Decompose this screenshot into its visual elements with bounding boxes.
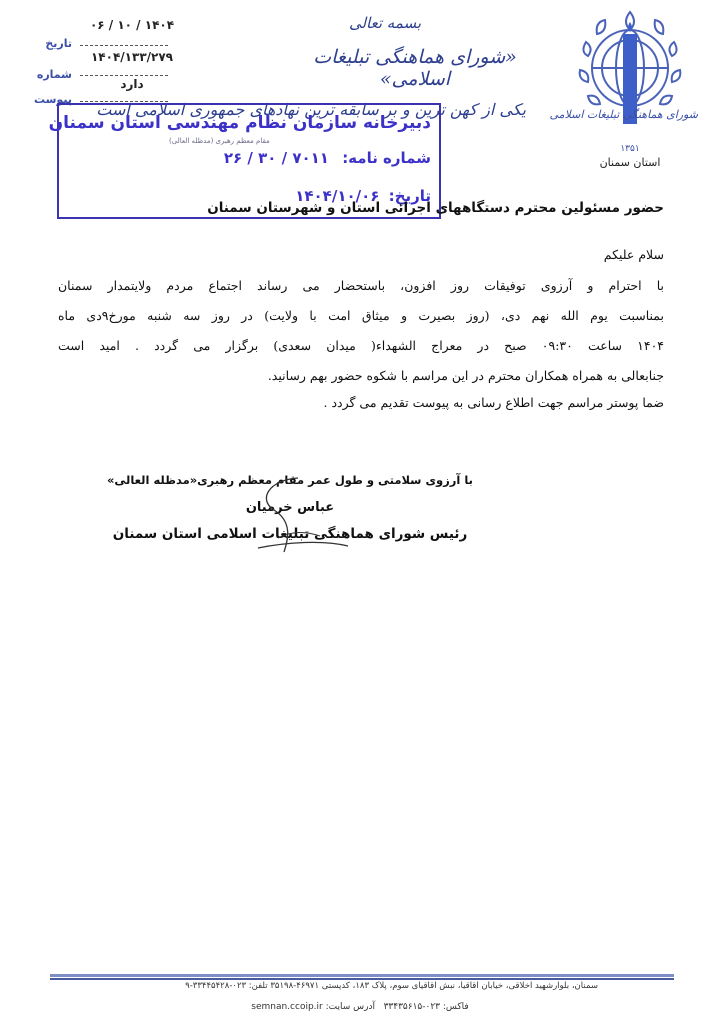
council-name-heading: «شورای هماهنگی تبلیغات اسلامی» (313, 46, 517, 90)
letter-greeting: سلام علیکم (603, 247, 664, 262)
footer-rule (50, 974, 674, 977)
meta-attachment-label: پیوست (34, 93, 72, 106)
council-logo (549, 8, 700, 169)
signatory-name: عباس خرمیان (245, 500, 335, 515)
footer-contact (200, 1002, 520, 1012)
meta-number-label: شماره (36, 68, 72, 81)
footer-website-link[interactable]: semnan.ccoip.ir (251, 1002, 323, 1012)
stamp-title: دبیرخانه سازمان نظام مهندسی استان سمنان (48, 113, 431, 133)
signatory-title: رئیس شورای هماهنگی تبلیغات اسلامی استان سمنان (112, 526, 468, 542)
logo-caption: استان سمنان (599, 156, 661, 169)
handwritten-signature (238, 470, 358, 560)
letter-addressee: حضور مسئولین محترم دستگاههای اجرائی استان و شهرستان سمنان (207, 200, 664, 216)
bismillah-heading: بسمه تعالی (348, 14, 422, 32)
logo-emblem-text: شورای هماهنگی تبلیغات اسلامی (549, 108, 698, 121)
letter-paragraph (58, 276, 664, 419)
stamp-letter-number-label: شماره نامه: (342, 149, 431, 167)
footer-address: سمنان، بلوارشهید اخلاقی، خیابان اقاقیا، نبش اقاقیای سوم، پلاک ۱۸۳، کدپستی ۴۶۹۷۱-۳۵۱۹۸ تلفن: ۰۲۳-۳۳۴۴۵۴۲۸-۹ (185, 981, 598, 991)
footer-fax-label: فاکس: (442, 1002, 469, 1012)
paragraph-line: با احترام و آرزوی توفیقات روز افزون، باستحضار می رساند اجتماع مردم ولایتمدار سمنان (58, 278, 664, 293)
footer-fax-value: ۰۲۳-۳۳۴۳۵۶۱۵ (383, 1002, 440, 1012)
meta-attachment-value: دارد (120, 77, 144, 91)
stamp-date-value: ۱۴۰۴/۱۰/۰۶ (295, 187, 380, 205)
meta-date-label: تاریخ (45, 37, 72, 50)
meta-number-value: ۱۴۰۴/۱۳۳/۲۷۹ (90, 50, 173, 64)
letter-meta (36, 12, 196, 104)
paragraph-line: بمناسبت یوم الله نهم دی، (روز بصیرت و میثاق امت با ولایت) در روز سه شنبه مورخ۹دی ماه (58, 308, 664, 323)
logo-year: ۱۳۵۱ (620, 144, 640, 154)
paragraph-line: جنابعالی به همراه همکاران محترم در این مراسم با شکوه حضور بهم رسانید. (267, 368, 664, 383)
stamp-subtitle: مقام معظم رهبری (مدظله العالی) (169, 137, 270, 145)
stamp-letter-number-value: ۷۰۱۱ / ۳۰ / ۲۶ (223, 149, 329, 167)
signature-wish: با آرزوی سلامتی و طول عمر مقام معظم رهبری«مدظله العالی» (106, 473, 474, 487)
meta-number-divider (80, 75, 168, 76)
council-motto: یکی از کهن ترین و بر سابقه ترین نهادهای جمهوری اسلامی است (96, 100, 526, 119)
meta-date-value: ۱۴۰۴ / ۱۰ / ۰۶ (89, 18, 175, 32)
footer-website-label: آدرس سایت: (325, 1002, 375, 1012)
paragraph-line: ضما پوستر مراسم جهت اطلاع رسانی به پیوست تقدیم می گردد . (323, 395, 664, 410)
footer-rule-inner (50, 978, 674, 980)
meta-date-divider (80, 45, 168, 46)
stamp-date-label: تاریخ: (388, 187, 431, 205)
stamp-letter-number (224, 149, 431, 167)
paragraph-line: ۱۴۰۴ ساعت ۰۹:۳۰ صبح در معراج الشهداء( میدان سعدی) برگزار می گردد . امید است (58, 338, 664, 353)
